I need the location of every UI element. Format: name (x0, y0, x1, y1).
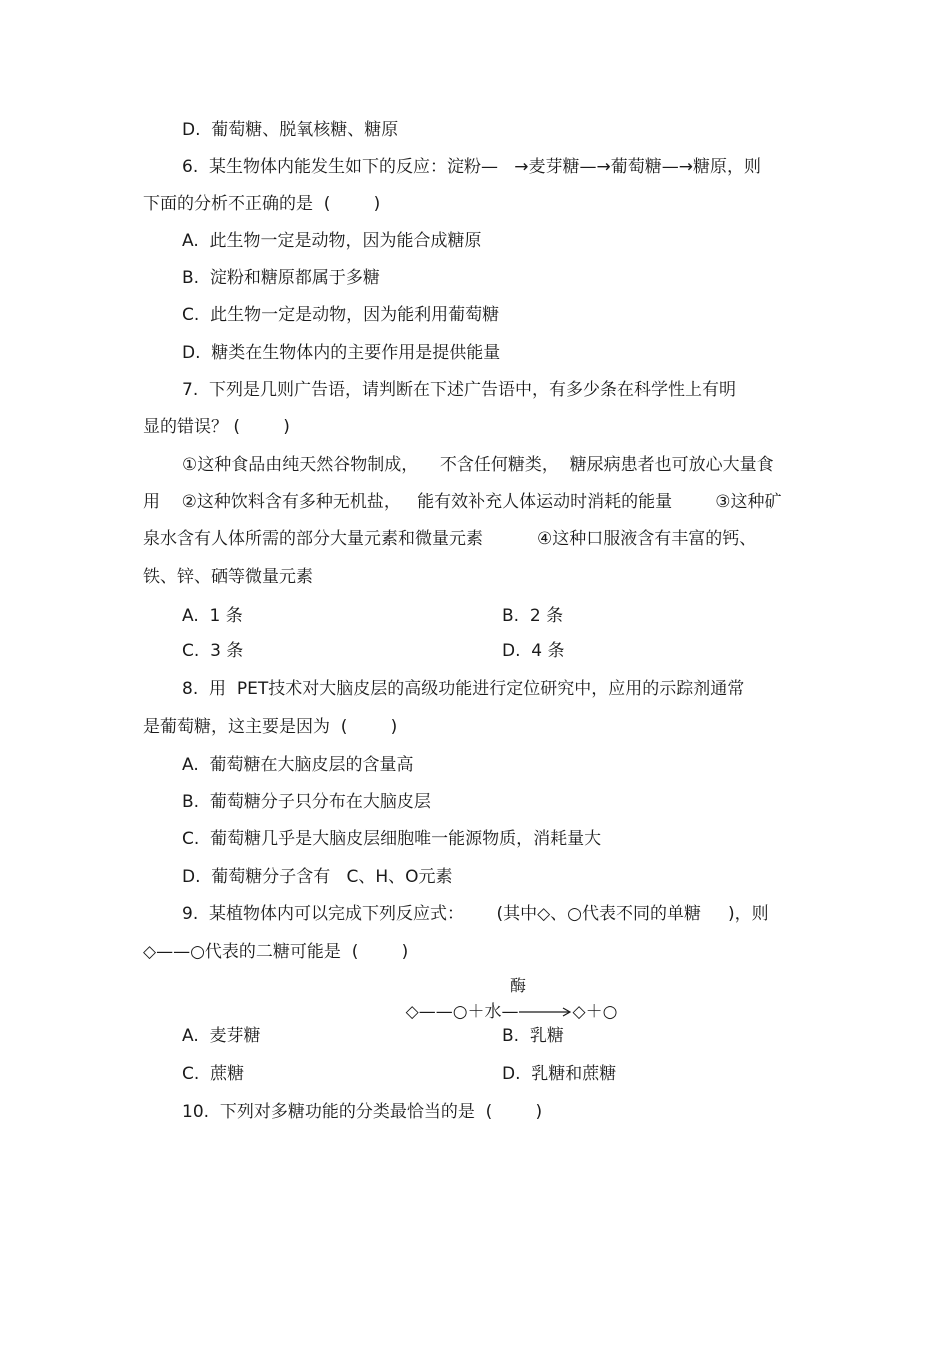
question-8-option-b: B. 葡萄糖分子只分布在大脑皮层 (182, 792, 431, 812)
question-7-option-a: A. 1 条 (182, 606, 243, 626)
question-7-stem-line1: 7. 下列是几则广告语，请判断在下述广告语中，有多少条在科学性上有明 (182, 380, 737, 400)
question-8-option-d: D. 葡萄糖分子含有 C、H、O元素 (182, 867, 453, 887)
question-7-ad-line2: 用 ②这种饮料含有多种无机盐， 能有效补充人体运动时消耗的能量 ③这种矿 (143, 492, 782, 512)
question-9-option-d: D. 乳糖和蔗糖 (502, 1064, 617, 1084)
question-9-stem-line2: ◇——○代表的二糖可能是 ( ) (143, 942, 409, 962)
question-7-option-b: B. 2 条 (502, 606, 564, 626)
question-7-ad-line4: 铁、锌、硒等微量元素 (143, 567, 313, 587)
option-d-previous: D. 葡萄糖、脱氧核糖、糖原 (182, 120, 399, 140)
question-6-stem-line2: 下面的分析不正确的是 ( ) (143, 194, 381, 214)
question-9-stem-line1: 9. 某植物体内可以完成下列反应式： (其中◇、○代表不同的单糖 )，则 (182, 904, 769, 924)
question-7-ad-line1: ①这种食品由纯天然谷物制成， 不含任何糖类， 糖尿病患者也可放心大量食 (182, 455, 774, 475)
question-7-option-c: C. 3 条 (182, 641, 244, 661)
equation-right: ◇＋○ (572, 1002, 618, 1022)
question-6-stem-line1: 6. 某生物体内能发生如下的反应：淀粉— →麦芽糖—→葡萄糖—→糖原，则 (182, 157, 761, 177)
question-8-stem-line1: 8. 用 PET技术对大脑皮层的高级功能进行定位研究中，应用的示踪剂通常 (182, 679, 745, 699)
question-7-stem-line2: 显的错误？ ( ) (143, 417, 290, 437)
reaction-arrow-icon (519, 1000, 573, 1024)
reaction-equation (384, 976, 617, 1072)
enzyme-label: 酶 (510, 976, 527, 995)
question-7-ad-line3: 泉水含有人体所需的部分大量元素和微量元素 ④这种口服液含有丰富的钙、 (143, 529, 757, 549)
question-6-option-b: B. 淀粉和糖原都属于多糖 (182, 268, 380, 288)
question-8-stem-line2: 是葡萄糖，这主要是因为 ( ) (143, 717, 398, 737)
equation-left: ◇——○＋水— (405, 1002, 519, 1022)
question-9-option-c: C. 蔗糖 (182, 1064, 245, 1084)
question-6-option-a: A. 此生物一定是动物，因为能合成糖原 (182, 231, 482, 251)
question-9-option-a: A. 麦芽糖 (182, 1026, 261, 1046)
question-8-option-a: A. 葡萄糖在大脑皮层的含量高 (182, 755, 414, 775)
question-7-option-d: D. 4 条 (502, 641, 565, 661)
question-6-option-d: D. 糖类在生物体内的主要作用是提供能量 (182, 343, 501, 363)
question-10-stem: 10. 下列对多糖功能的分类最恰当的是 ( ) (182, 1102, 543, 1122)
question-6-option-c: C. 此生物一定是动物，因为能利用葡萄糖 (182, 305, 500, 325)
question-9-option-b: B. 乳糖 (502, 1026, 564, 1046)
question-8-option-c: C. 葡萄糖几乎是大脑皮层细胞唯一能源物质，消耗量大 (182, 829, 602, 849)
